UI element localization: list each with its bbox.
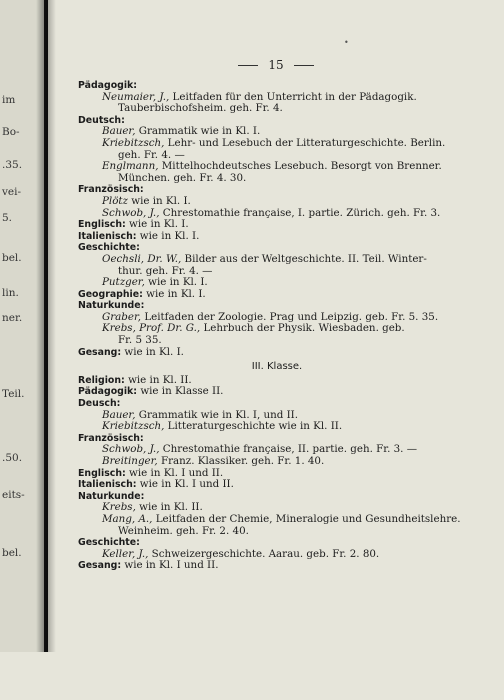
- book-entry: Neumaier, J., Leitfaden für den Unterricht in der Pädagogik.: [102, 90, 417, 103]
- class-heading: III. Klasse.: [251, 361, 303, 373]
- book-entry: Kriebitzsch, Lehr- und Lesebuch der Litteraturgeschichte. Berlin.: [102, 136, 446, 149]
- subject-heading: Geschichte:: [78, 537, 140, 549]
- subject-heading: Geographie:: [78, 288, 143, 300]
- margin-fragment: .35.: [2, 159, 23, 171]
- subject-heading: Deutsch:: [78, 114, 125, 126]
- subject-heading: Englisch:: [78, 219, 126, 231]
- book-entry: Kriebitzsch, Litteraturgeschichte wie in Kl. II.: [102, 420, 343, 433]
- book-page: [48, 0, 504, 700]
- margin-fragment: lin.: [2, 287, 19, 299]
- book-entry: Oechsli, Dr. W., Bilder aus der Weltgeschichte. II. Teil. Winter-: [102, 252, 427, 265]
- margin-fragment: eits-: [2, 489, 25, 501]
- book-entry: Mang, A., Leitfaden der Chemie, Mineralogie und Gesundheitslehre.: [102, 512, 461, 525]
- book-entry-cont: geh. Fr. 4. —: [118, 148, 185, 161]
- book-entry-cont: Fr. 5 35.: [118, 334, 162, 347]
- subject-heading: Französisch:: [78, 432, 144, 444]
- page-text: [78, 80, 461, 572]
- book-entry-cont: Weinheim. geh. Fr. 2. 40.: [118, 524, 249, 537]
- subject-heading: Deusch:: [78, 398, 121, 410]
- subject-line: Gesang: wie in Kl. I.: [78, 345, 184, 358]
- subject-heading: Gesang:: [78, 560, 122, 572]
- book-entry-cont: Tauberbischofsheim. geh. Fr. 4.: [118, 102, 283, 115]
- book-entry: Schwob, J., Chrestomathie française, I. partie. Zürich. geh. Fr. 3.: [102, 206, 441, 219]
- book-entry: Breitinger, Franz. Klassiker. geh. Fr. 1. 40.: [102, 455, 325, 467]
- book-entry: Englmann, Mittelhochdeutsches Lesebuch. Besorgt von Brenner.: [102, 160, 442, 173]
- book-entry: Bauer, Grammatik wie in Kl. I.: [102, 125, 261, 138]
- subject-heading: Religion:: [78, 374, 125, 386]
- subject-heading: Pädagogik:: [78, 386, 138, 398]
- gutter-shadow: [36, 0, 48, 700]
- margin-fragment: bel.: [2, 547, 22, 559]
- page-edge-shadow: [48, 0, 56, 700]
- subject-heading: Englisch:: [78, 467, 126, 479]
- subject-line: Englisch: wie in Kl. I und II.: [78, 466, 224, 479]
- subject-line: Pädagogik: wie in Klasse II.: [78, 385, 224, 398]
- subject-heading: Naturkunde:: [78, 300, 145, 312]
- page-number: [48, 58, 504, 72]
- subject-heading: Geschichte:: [78, 242, 140, 254]
- book-entry: Krebs, Prof. Dr. G., Lehrbuch der Physik. Wiesbaden. geb.: [102, 322, 405, 335]
- book-entry: Keller, J., Schweizergeschichte. Aarau. geb. Fr. 2. 80.: [102, 547, 380, 560]
- margin-fragment: im: [2, 94, 16, 106]
- margin-fragment: .50.: [2, 452, 23, 464]
- page-bottom-margin: [0, 652, 504, 700]
- subject-heading: Italienisch:: [78, 479, 137, 491]
- book-entry: Plötz wie in Kl. I.: [102, 194, 191, 207]
- page-number-text: 15: [268, 58, 284, 72]
- subject-heading: Naturkunde:: [78, 490, 145, 502]
- book-entry-cont: München. geh. Fr. 4. 30.: [118, 171, 247, 184]
- subject-heading: Pädagogik:: [78, 80, 138, 91]
- margin-fragment: bel.: [2, 252, 22, 264]
- subject-line: Religion: wie in Kl. II.: [78, 373, 192, 386]
- book-entry: Krebs, wie in Kl. II.: [102, 501, 203, 514]
- book-entry: Schwob, J., Chrestomathie française, II. partie. geh. Fr. 3. —: [102, 443, 418, 456]
- book-entry-cont: thur. geh. Fr. 4. —: [118, 264, 213, 277]
- subject-heading: Französisch:: [78, 184, 144, 196]
- margin-fragment: Bo-: [2, 126, 20, 138]
- book-entry: Putzger, wie in Kl. I.: [102, 276, 208, 289]
- corner-mark: •: [344, 38, 349, 47]
- margin-fragment: 5.: [2, 212, 13, 224]
- subject-heading: Italienisch:: [78, 230, 137, 242]
- margin-fragment: vei-: [2, 186, 22, 198]
- subject-line: Italienisch: wie in Kl. I und II.: [78, 478, 234, 491]
- margin-fragment: ner.: [2, 312, 23, 324]
- subject-line: Italienisch: wie in Kl. I.: [78, 229, 200, 242]
- subject-line: Geographie: wie in Kl. I.: [78, 287, 206, 300]
- subject-heading: Gesang:: [78, 346, 122, 358]
- book-entry: Bauer, Grammatik wie in Kl. I, und II.: [102, 408, 299, 421]
- subject-line: Gesang: wie in Kl. I und II.: [78, 559, 219, 572]
- book-entry: Graber, Leitfaden der Zoologie. Prag und Leipzig. geb. Fr. 5. 35.: [102, 310, 439, 323]
- subject-line: Englisch: wie in Kl. I.: [78, 218, 189, 231]
- margin-fragment: Teil.: [2, 388, 25, 400]
